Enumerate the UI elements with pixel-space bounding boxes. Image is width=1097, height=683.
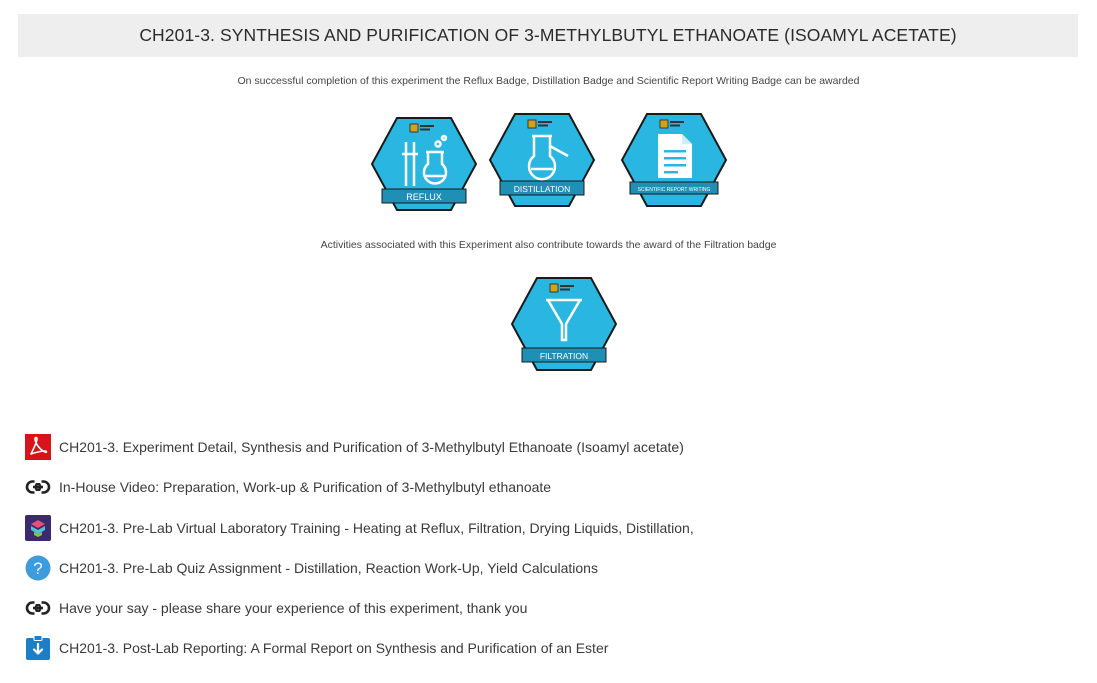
activity-label[interactable]: CH201-3. Pre-Lab Virtual Laboratory Training - Heating at Reflux, Filtration, Drying Liquids, Distillation, [59, 519, 694, 536]
activity-label[interactable]: Have your say - please share your experience of this experiment, thank you [59, 600, 528, 617]
document-icon [658, 134, 692, 178]
activity-virtual-lab-training[interactable] [24, 515, 1064, 541]
reflux-badge[interactable] [370, 116, 478, 212]
university-crest-icon [528, 120, 536, 128]
activity-label[interactable]: In-House Video: Preparation, Work-up & Purification of 3-Methylbutyl ethanoate [59, 479, 552, 496]
filtration-badge[interactable] [510, 276, 618, 372]
badge-label: FILTRATION [539, 351, 589, 361]
filtration-intro-text: Activities associated with this Experiment also contribute towards the award of the Filtration badge [320, 239, 777, 251]
university-crest-icon [660, 120, 668, 128]
activity-post-lab-reporting[interactable] [24, 635, 1064, 661]
activity-experiment-detail-pdf[interactable] [24, 434, 1064, 460]
activity-pre-lab-quiz[interactable] [24, 555, 1064, 581]
badge-label: DISTILLATION [513, 184, 571, 194]
distillation-badge[interactable] [488, 112, 596, 208]
activity-in-house-video-link[interactable] [24, 474, 1064, 500]
activity-label[interactable]: CH201-3. Post-Lab Reporting: A Formal Report on Synthesis and Purification of an Ester [59, 640, 609, 657]
assignment-icon [24, 635, 51, 661]
title-bar [18, 14, 1078, 57]
badges-intro-text: On successful completion of this experiment the Reflux Badge, Distillation Badge and Scientific Report Writing Badge can be awarded [237, 75, 860, 87]
activity-label[interactable]: CH201-3. Pre-Lab Quiz Assignment - Distillation, Reaction Work-Up, Yield Calculations [59, 559, 598, 576]
badge-label: REFLUX [406, 192, 442, 202]
quiz-question-icon [24, 555, 51, 581]
activity-have-your-say-link[interactable] [24, 595, 1064, 621]
link-icon [24, 595, 51, 621]
lti-app-icon [24, 515, 51, 541]
activity-label[interactable]: CH201-3. Experiment Detail, Synthesis and Purification of 3-Methylbutyl Ethanoate (Isoamyl acetate) [59, 439, 684, 455]
badge-label: SCIENTIFIC REPORT WRITING [637, 187, 711, 193]
activity-list [24, 434, 1064, 676]
link-icon [24, 474, 51, 500]
svg-text:?: ? [32, 558, 43, 578]
university-crest-icon [550, 284, 558, 292]
university-crest-icon [410, 124, 418, 132]
page-title: CH201-3. SYNTHESIS AND PURIFICATION OF 3-METHYLBUTYL ETHANOATE (ISOAMYL ACETATE) [139, 25, 957, 45]
pdf-icon [24, 434, 51, 460]
scientific-report-writing-badge[interactable] [620, 112, 728, 208]
filtration-badge-row [0, 276, 1097, 372]
badges-row [0, 112, 1097, 214]
